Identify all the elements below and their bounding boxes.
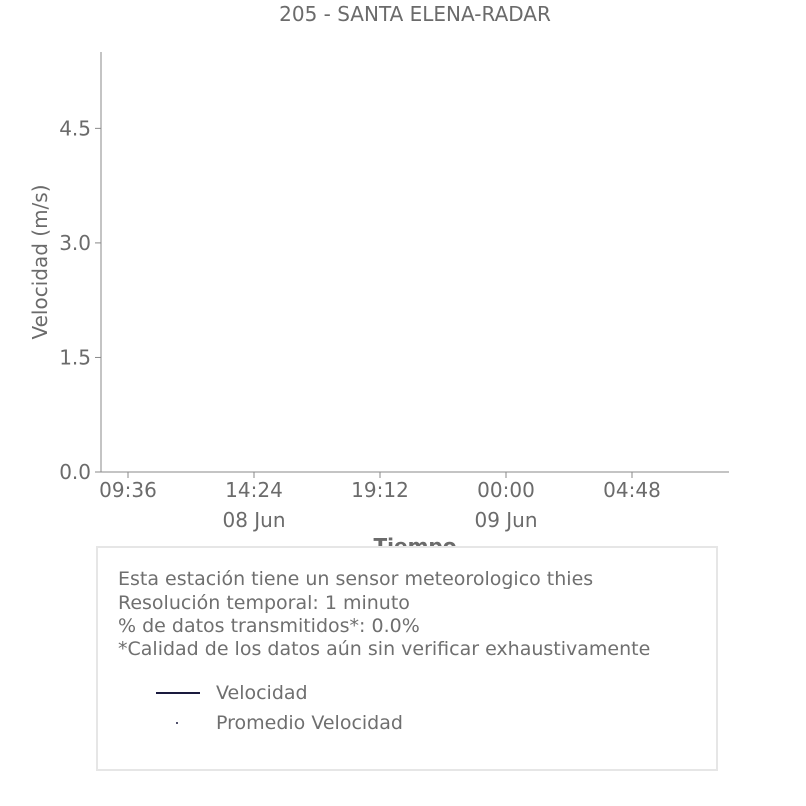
legend-line-icon bbox=[156, 692, 200, 694]
y-tick-label: 1.5 bbox=[59, 345, 91, 370]
y-tick-label: 0.0 bbox=[59, 460, 91, 484]
info-line-quality: *Calidad de los datos aún sin verificar exhaustivamente bbox=[118, 638, 651, 660]
x-tick-date-label: 08 Jun bbox=[222, 508, 286, 532]
y-tick-label: 4.5 bbox=[59, 116, 91, 141]
legend-label: Velocidad bbox=[216, 682, 308, 704]
x-tick-label: 04:48 bbox=[603, 478, 661, 502]
y-ticks bbox=[59, 116, 101, 484]
legend-label: Promedio Velocidad bbox=[216, 712, 403, 734]
info-line-sensor: Esta estación tiene un sensor meteorologico thies bbox=[118, 568, 594, 590]
info-line-resolution: Resolución temporal: 1 minuto bbox=[118, 592, 410, 614]
x-tick-label: 09:36 bbox=[99, 478, 157, 502]
y-tick-label: 3.0 bbox=[59, 230, 91, 255]
info-line-transmitted: % de datos transmitidos*: 0.0% bbox=[118, 615, 420, 637]
info-box bbox=[96, 546, 718, 771]
y-axis-label: Velocidad (m/s) bbox=[28, 184, 52, 340]
x-tick-label: 14:24 bbox=[225, 478, 283, 502]
x-tick-date-label: 09 Jun bbox=[474, 508, 538, 532]
x-ticks bbox=[99, 472, 661, 532]
x-tick-label: 19:12 bbox=[351, 478, 409, 502]
chart-title: 205 - SANTA ELENA-RADAR bbox=[279, 2, 551, 26]
x-tick-label: 00:00 bbox=[477, 478, 535, 502]
legend-dot-icon bbox=[176, 722, 178, 724]
